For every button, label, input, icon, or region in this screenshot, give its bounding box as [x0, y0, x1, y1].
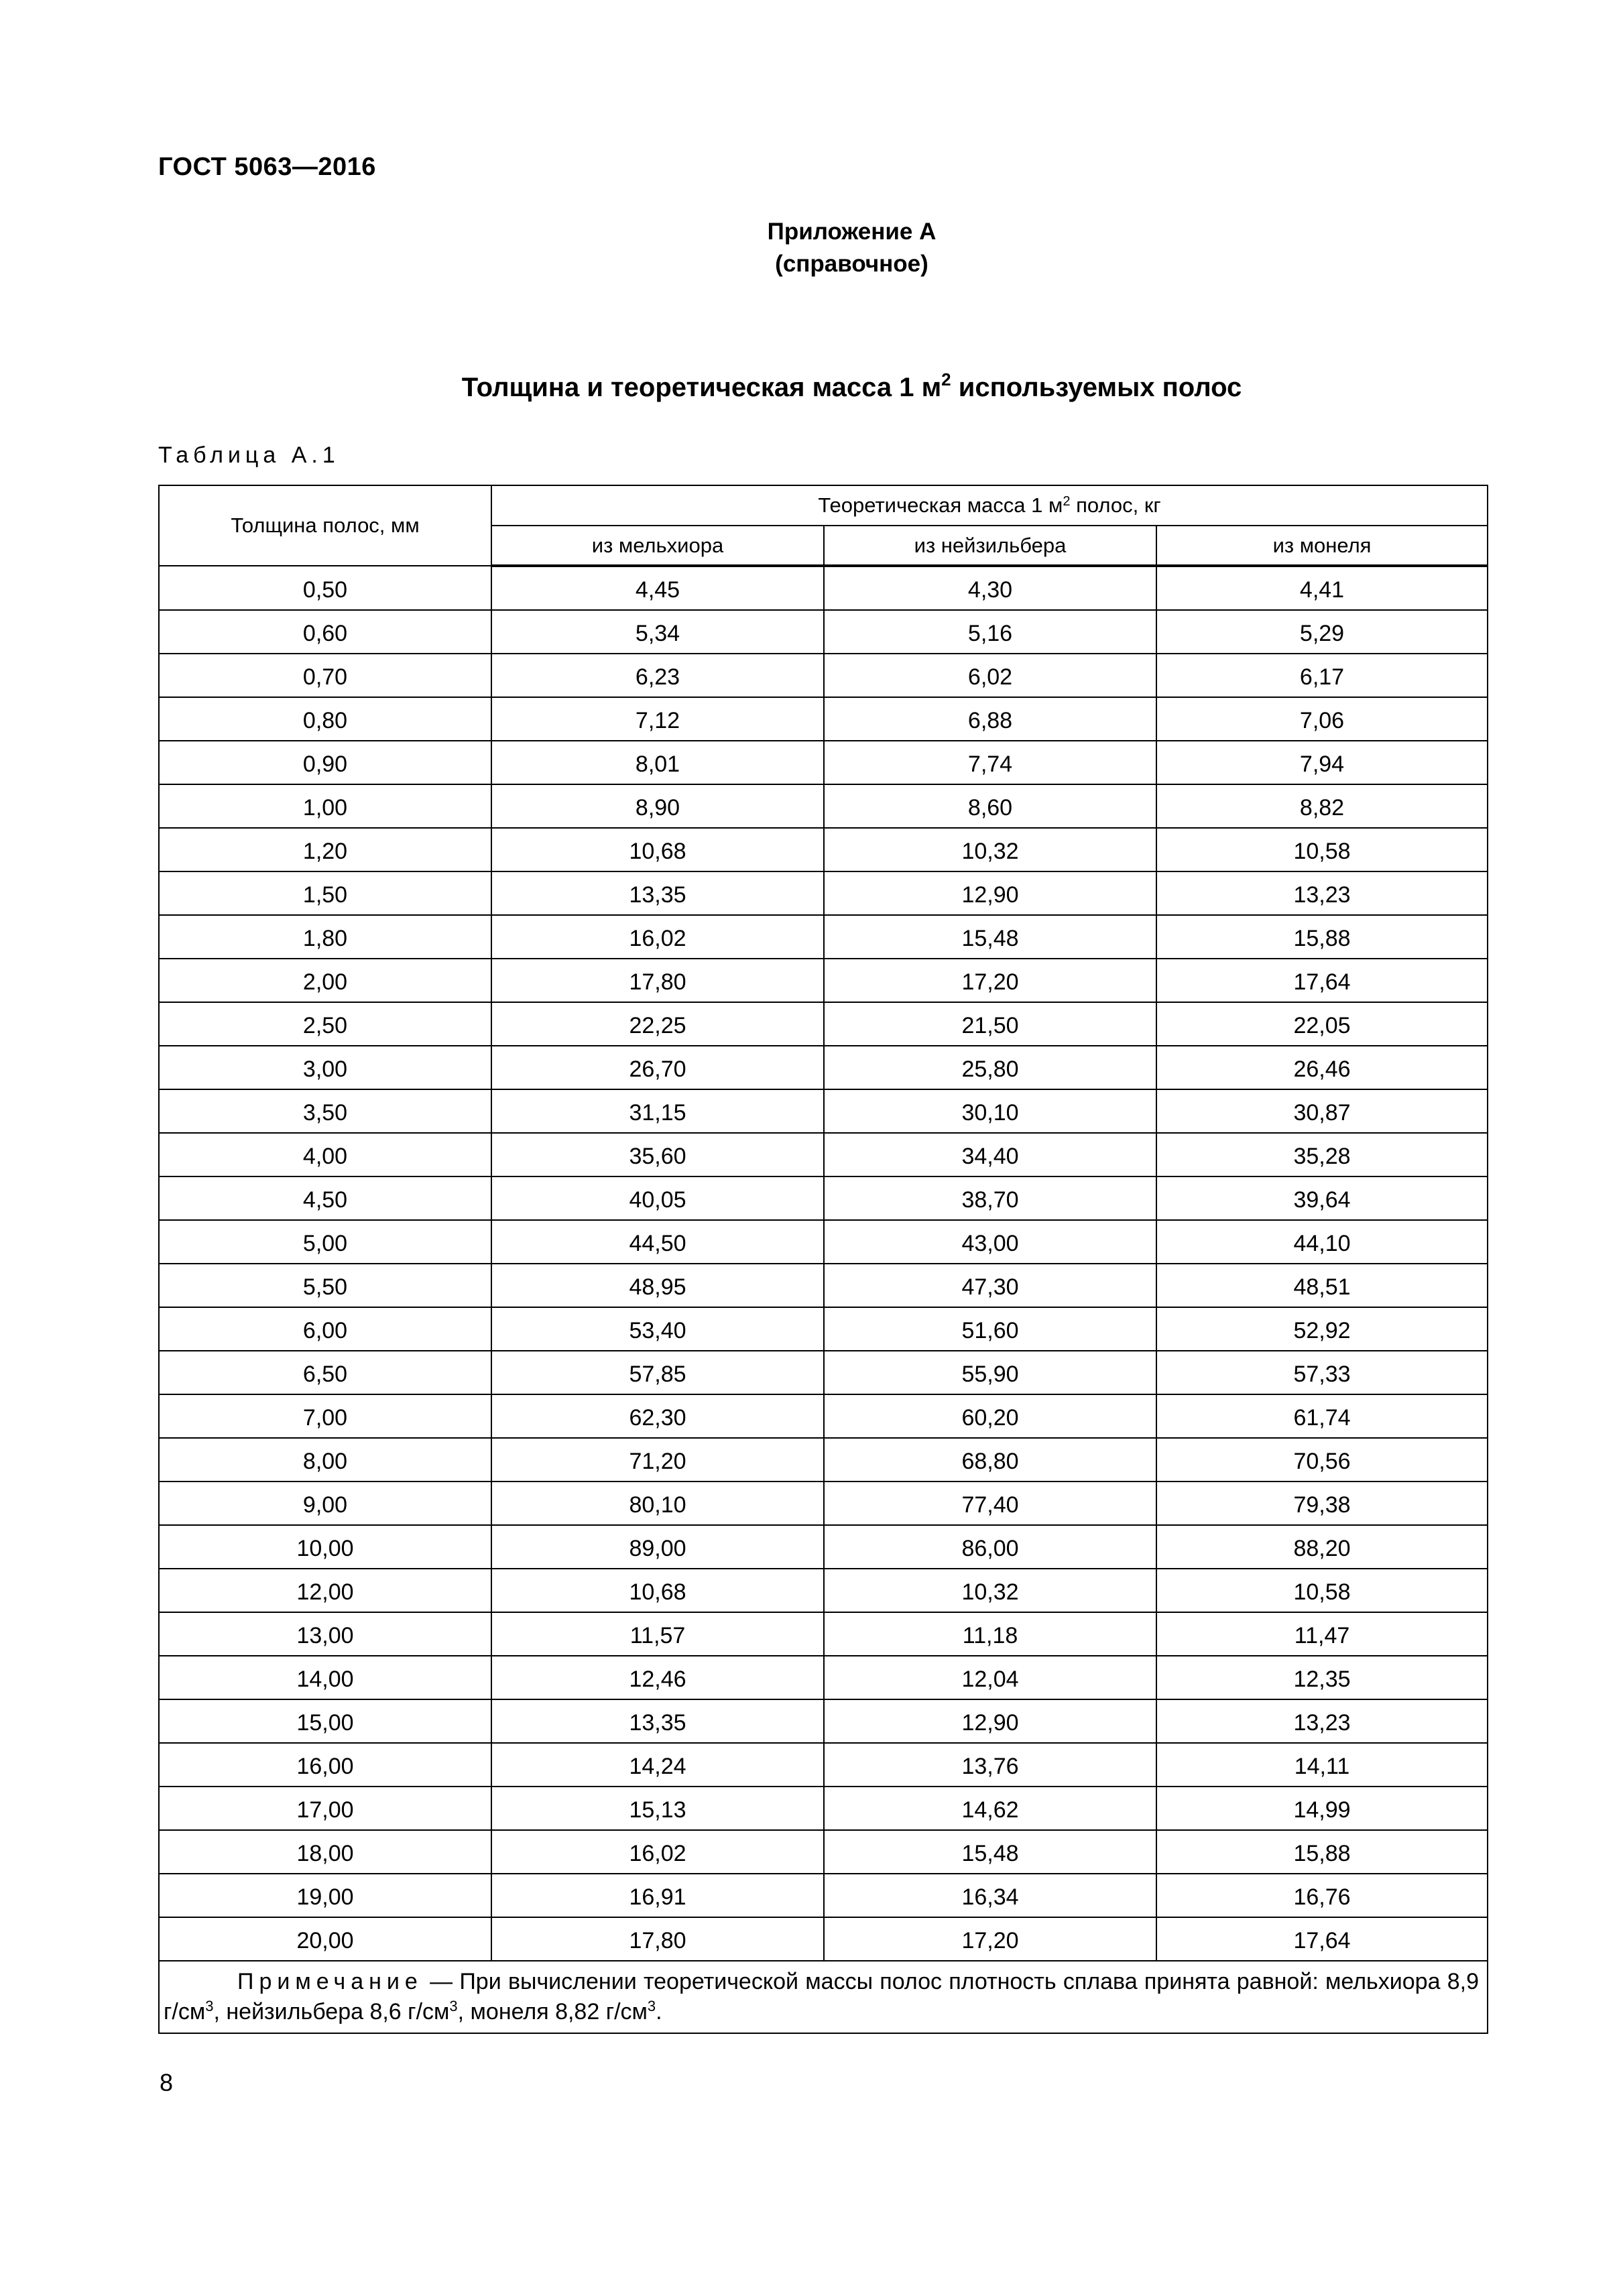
cell-monel: 26,46	[1156, 1046, 1488, 1089]
appendix-title: Приложение А	[767, 219, 937, 245]
cell-melchior: 80,10	[491, 1482, 824, 1525]
cell-monel: 14,99	[1156, 1787, 1488, 1830]
cell-nickel-silver: 15,48	[824, 1830, 1156, 1874]
cell-melchior: 16,91	[491, 1874, 824, 1917]
cell-melchior: 4,45	[491, 566, 824, 610]
cell-thickness: 0,90	[159, 741, 491, 784]
cell-thickness: 6,50	[159, 1351, 491, 1394]
table-label: Таблица А.1	[158, 442, 340, 468]
cell-thickness: 15,00	[159, 1699, 491, 1743]
cell-melchior: 17,80	[491, 959, 824, 1002]
table-row	[159, 784, 1488, 828]
cell-monel: 7,06	[1156, 697, 1488, 741]
cell-nickel-silver: 30,10	[824, 1089, 1156, 1133]
cell-nickel-silver: 60,20	[824, 1394, 1156, 1438]
cell-thickness: 4,50	[159, 1176, 491, 1220]
cell-nickel-silver: 12,90	[824, 1699, 1156, 1743]
cell-monel: 48,51	[1156, 1264, 1488, 1307]
cell-thickness: 1,00	[159, 784, 491, 828]
cell-monel: 44,10	[1156, 1220, 1488, 1264]
table-row	[159, 1264, 1488, 1307]
cell-melchior: 40,05	[491, 1176, 824, 1220]
cell-monel: 13,23	[1156, 1699, 1488, 1743]
cell-monel: 10,58	[1156, 828, 1488, 871]
cell-thickness: 6,00	[159, 1307, 491, 1351]
note-sup-3: 3	[647, 1998, 656, 2014]
cell-monel: 30,87	[1156, 1089, 1488, 1133]
cell-thickness: 13,00	[159, 1612, 491, 1656]
cell-nickel-silver: 34,40	[824, 1133, 1156, 1176]
header-mass-group-after: полос, кг	[1070, 493, 1161, 517]
cell-nickel-silver: 15,48	[824, 915, 1156, 959]
cell-thickness: 19,00	[159, 1874, 491, 1917]
cell-melchior: 16,02	[491, 915, 824, 959]
cell-monel: 17,64	[1156, 1917, 1488, 1961]
table-row	[159, 1525, 1488, 1569]
cell-melchior: 7,12	[491, 697, 824, 741]
table-row	[159, 654, 1488, 697]
cell-thickness: 0,50	[159, 566, 491, 610]
page-number: 8	[160, 2069, 174, 2096]
cell-monel: 13,23	[1156, 871, 1488, 915]
page-title-text: Толщина и теоретическая масса 1 м	[461, 373, 942, 402]
note-text-2: , нейзильбера 8,6 г/см	[213, 1999, 450, 2025]
cell-melchior: 8,90	[491, 784, 824, 828]
cell-thickness: 17,00	[159, 1787, 491, 1830]
cell-nickel-silver: 17,20	[824, 959, 1156, 1002]
cell-melchior: 12,46	[491, 1656, 824, 1699]
cell-thickness: 8,00	[159, 1438, 491, 1482]
cell-monel: 7,94	[1156, 741, 1488, 784]
cell-melchior: 16,02	[491, 1830, 824, 1874]
document-code: ГОСТ 5063—2016	[158, 153, 376, 181]
cell-nickel-silver: 21,50	[824, 1002, 1156, 1046]
table-row	[159, 1438, 1488, 1482]
cell-thickness: 20,00	[159, 1917, 491, 1961]
cell-monel: 17,64	[1156, 959, 1488, 1002]
cell-monel: 8,82	[1156, 784, 1488, 828]
table-row	[159, 1002, 1488, 1046]
cell-melchior: 10,68	[491, 828, 824, 871]
table-row	[159, 1569, 1488, 1612]
cell-nickel-silver: 11,18	[824, 1612, 1156, 1656]
page-title-sup: 2	[941, 369, 951, 389]
table-row	[159, 1699, 1488, 1743]
table-row	[159, 1656, 1488, 1699]
header-mass-group-text: Теоретическая масса 1 м	[818, 493, 1063, 517]
cell-nickel-silver: 10,32	[824, 1569, 1156, 1612]
table-row	[159, 1307, 1488, 1351]
table-row	[159, 1220, 1488, 1264]
cell-nickel-silver: 6,88	[824, 697, 1156, 741]
cell-melchior: 62,30	[491, 1394, 824, 1438]
table-row	[159, 741, 1488, 784]
table-row	[159, 1089, 1488, 1133]
cell-melchior: 8,01	[491, 741, 824, 784]
cell-melchior: 31,15	[491, 1089, 824, 1133]
cell-monel: 16,76	[1156, 1874, 1488, 1917]
cell-nickel-silver: 77,40	[824, 1482, 1156, 1525]
cell-monel: 61,74	[1156, 1394, 1488, 1438]
header-thickness: Толщина полос, мм	[159, 485, 491, 566]
cell-nickel-silver: 16,34	[824, 1874, 1156, 1917]
cell-melchior: 17,80	[491, 1917, 824, 1961]
cell-melchior: 35,60	[491, 1133, 824, 1176]
cell-thickness: 4,00	[159, 1133, 491, 1176]
cell-melchior: 10,68	[491, 1569, 824, 1612]
cell-nickel-silver: 10,32	[824, 828, 1156, 871]
header-melchior: из мельхиора	[491, 526, 824, 566]
table-row	[159, 828, 1488, 871]
cell-nickel-silver: 13,76	[824, 1743, 1156, 1787]
table-row	[159, 959, 1488, 1002]
cell-nickel-silver: 8,60	[824, 784, 1156, 828]
table-header-row	[159, 485, 1488, 526]
note-sup-2: 3	[449, 1998, 458, 2014]
appendix-subtitle: (справочное)	[775, 251, 928, 277]
cell-nickel-silver: 68,80	[824, 1438, 1156, 1482]
note-sup-1: 3	[205, 1998, 214, 2014]
cell-monel: 12,35	[1156, 1656, 1488, 1699]
cell-melchior: 48,95	[491, 1264, 824, 1307]
cell-thickness: 7,00	[159, 1394, 491, 1438]
cell-monel: 15,88	[1156, 915, 1488, 959]
cell-thickness: 18,00	[159, 1830, 491, 1874]
note-text-4: .	[656, 1999, 662, 2025]
cell-monel: 70,56	[1156, 1438, 1488, 1482]
cell-nickel-silver: 7,74	[824, 741, 1156, 784]
cell-nickel-silver: 47,30	[824, 1264, 1156, 1307]
table-row	[159, 610, 1488, 654]
table-row	[159, 871, 1488, 915]
cell-monel: 6,17	[1156, 654, 1488, 697]
cell-melchior: 89,00	[491, 1525, 824, 1569]
cell-nickel-silver: 86,00	[824, 1525, 1156, 1569]
table-row	[159, 1874, 1488, 1917]
cell-nickel-silver: 51,60	[824, 1307, 1156, 1351]
header-mass-group-sup: 2	[1063, 494, 1071, 509]
page-title-text-after: используемых полос	[951, 373, 1242, 402]
cell-thickness: 9,00	[159, 1482, 491, 1525]
cell-monel: 35,28	[1156, 1133, 1488, 1176]
cell-nickel-silver: 14,62	[824, 1787, 1156, 1830]
cell-thickness: 1,20	[159, 828, 491, 871]
cell-thickness: 5,00	[159, 1220, 491, 1264]
cell-monel: 4,41	[1156, 566, 1488, 610]
cell-thickness: 3,00	[159, 1046, 491, 1089]
table-row	[159, 1787, 1488, 1830]
cell-monel: 11,47	[1156, 1612, 1488, 1656]
cell-nickel-silver: 5,16	[824, 610, 1156, 654]
cell-melchior: 13,35	[491, 871, 824, 915]
cell-monel: 57,33	[1156, 1351, 1488, 1394]
table-row	[159, 1176, 1488, 1220]
cell-nickel-silver: 17,20	[824, 1917, 1156, 1961]
note-text-1: — При вычислении теоретической массы полос плотность сплава принята равной: мельхиора 8,9 г/см	[164, 1969, 1480, 2025]
cell-nickel-silver: 43,00	[824, 1220, 1156, 1264]
table-row	[159, 1612, 1488, 1656]
cell-melchior: 71,20	[491, 1438, 824, 1482]
cell-melchior: 26,70	[491, 1046, 824, 1089]
cell-monel: 15,88	[1156, 1830, 1488, 1874]
cell-monel: 52,92	[1156, 1307, 1488, 1351]
table-container	[158, 485, 1487, 2034]
cell-thickness: 0,70	[159, 654, 491, 697]
cell-melchior: 5,34	[491, 610, 824, 654]
cell-melchior: 53,40	[491, 1307, 824, 1351]
cell-thickness: 0,80	[159, 697, 491, 741]
cell-monel: 79,38	[1156, 1482, 1488, 1525]
mass-table	[158, 485, 1488, 2034]
cell-thickness: 10,00	[159, 1525, 491, 1569]
cell-melchior: 22,25	[491, 1002, 824, 1046]
table-row	[159, 1394, 1488, 1438]
cell-nickel-silver: 12,90	[824, 871, 1156, 915]
note-text-3: , монеля 8,82 г/см	[457, 1999, 648, 2025]
cell-thickness: 3,50	[159, 1089, 491, 1133]
table-row	[159, 1917, 1488, 1961]
cell-nickel-silver: 12,04	[824, 1656, 1156, 1699]
cell-melchior: 57,85	[491, 1351, 824, 1394]
page-title	[0, 369, 1623, 403]
cell-monel: 10,58	[1156, 1569, 1488, 1612]
table-row	[159, 1046, 1488, 1089]
cell-nickel-silver: 25,80	[824, 1046, 1156, 1089]
cell-melchior: 6,23	[491, 654, 824, 697]
appendix-heading	[0, 216, 1623, 280]
table-note-row	[159, 1961, 1488, 2033]
table-row	[159, 697, 1488, 741]
cell-melchior: 11,57	[491, 1612, 824, 1656]
cell-thickness: 16,00	[159, 1743, 491, 1787]
table-body	[159, 566, 1488, 1961]
cell-thickness: 0,60	[159, 610, 491, 654]
table-row	[159, 1351, 1488, 1394]
cell-nickel-silver: 55,90	[824, 1351, 1156, 1394]
cell-thickness: 2,00	[159, 959, 491, 1002]
cell-thickness: 2,50	[159, 1002, 491, 1046]
cell-nickel-silver: 4,30	[824, 566, 1156, 610]
cell-monel: 22,05	[1156, 1002, 1488, 1046]
cell-melchior: 15,13	[491, 1787, 824, 1830]
table-row	[159, 1482, 1488, 1525]
cell-monel: 88,20	[1156, 1525, 1488, 1569]
note-head: Примечание	[237, 1969, 423, 1994]
cell-melchior: 13,35	[491, 1699, 824, 1743]
cell-thickness: 1,50	[159, 871, 491, 915]
table-row	[159, 566, 1488, 610]
cell-nickel-silver: 38,70	[824, 1176, 1156, 1220]
cell-thickness: 1,80	[159, 915, 491, 959]
cell-monel: 14,11	[1156, 1743, 1488, 1787]
header-mass-group	[491, 485, 1488, 526]
cell-monel: 5,29	[1156, 610, 1488, 654]
table-note	[159, 1961, 1488, 2033]
cell-melchior: 44,50	[491, 1220, 824, 1264]
table-row	[159, 915, 1488, 959]
cell-monel: 39,64	[1156, 1176, 1488, 1220]
table-row	[159, 1743, 1488, 1787]
cell-thickness: 14,00	[159, 1656, 491, 1699]
header-monel: из монеля	[1156, 526, 1488, 566]
table-row	[159, 1133, 1488, 1176]
table-row	[159, 1830, 1488, 1874]
cell-nickel-silver: 6,02	[824, 654, 1156, 697]
cell-melchior: 14,24	[491, 1743, 824, 1787]
cell-thickness: 12,00	[159, 1569, 491, 1612]
header-nickel-silver: из нейзильбера	[824, 526, 1156, 566]
cell-thickness: 5,50	[159, 1264, 491, 1307]
